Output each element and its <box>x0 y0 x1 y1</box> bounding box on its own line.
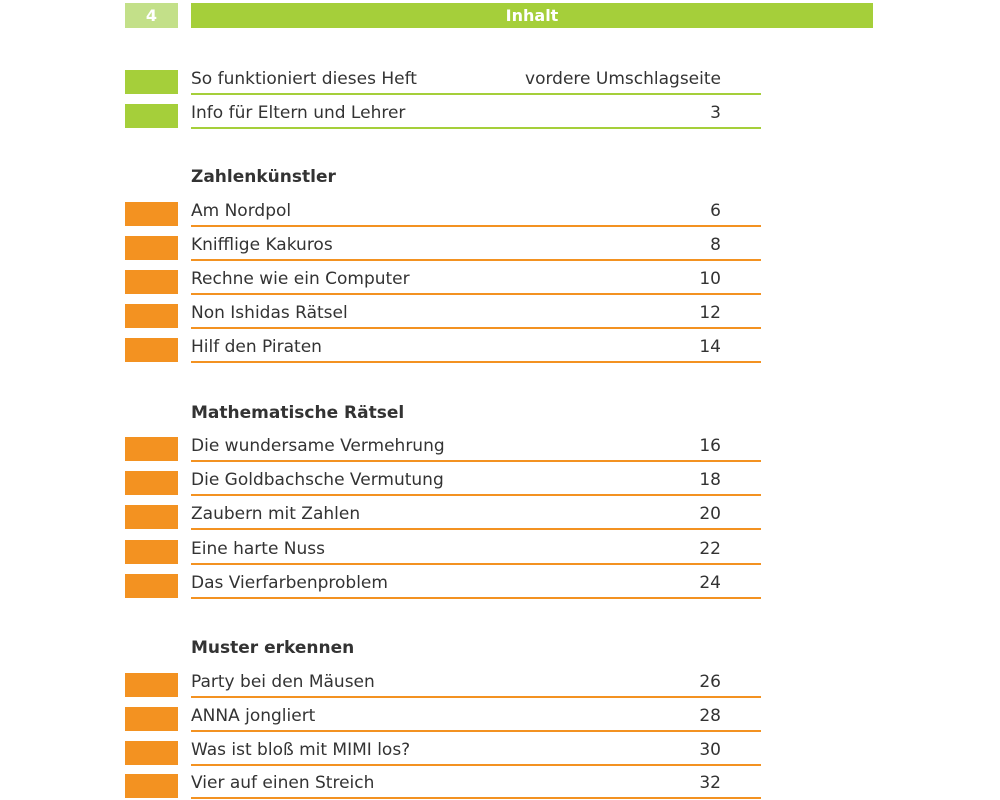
toc-row[interactable] <box>125 428 761 462</box>
toc-row[interactable] <box>125 698 761 732</box>
toc-entry-title: Das Vierfarbenproblem <box>191 573 388 593</box>
section-heading: Zahlenkünstler <box>191 167 336 187</box>
toc-entry-page: 3 <box>710 103 721 123</box>
chapter-marker <box>125 236 178 260</box>
toc-row[interactable] <box>125 329 761 363</box>
intro-marker <box>125 70 178 94</box>
chapter-marker <box>125 540 178 564</box>
toc-entry-page: 8 <box>710 235 721 255</box>
toc-row[interactable] <box>125 732 761 766</box>
toc-entry-page: 16 <box>699 436 721 456</box>
chapter-marker <box>125 471 178 495</box>
toc-entry-page: 20 <box>699 504 721 524</box>
row-divider <box>191 127 761 129</box>
toc-entry-page: 28 <box>699 706 721 726</box>
toc-row[interactable] <box>125 531 761 565</box>
toc-entry-title: Vier auf einen Streich <box>191 773 375 793</box>
chapter-marker <box>125 270 178 294</box>
row-divider <box>191 597 761 599</box>
chapter-marker <box>125 707 178 731</box>
toc-entry-page: 26 <box>699 672 721 692</box>
toc-entry-title: Zaubern mit Zahlen <box>191 504 361 524</box>
toc-entry-title: Rechne wie ein Computer <box>191 269 410 289</box>
toc-entry-title: Am Nordpol <box>191 201 292 221</box>
toc-entry-page: 22 <box>699 539 721 559</box>
chapter-marker <box>125 304 178 328</box>
header-page-number: 4 <box>125 3 178 28</box>
toc-entry-title: So funktioniert dieses Heft <box>191 69 417 89</box>
toc-entry-title: Knifflige Kakuros <box>191 235 333 255</box>
chapter-marker <box>125 505 178 529</box>
toc-entry-title: Info für Eltern und Lehrer <box>191 103 406 123</box>
toc-entry-page: 12 <box>699 303 721 323</box>
toc-entry-title: ANNA jongliert <box>191 706 316 726</box>
toc-entry-page: vordere Umschlagseite <box>525 69 721 89</box>
intro-marker <box>125 104 178 128</box>
toc-row[interactable] <box>125 496 761 530</box>
toc-entry-title: Eine harte Nuss <box>191 539 326 559</box>
toc-row[interactable] <box>125 261 761 295</box>
chapter-marker <box>125 338 178 362</box>
toc-row[interactable] <box>125 295 761 329</box>
chapter-marker <box>125 741 178 765</box>
row-divider <box>191 528 761 530</box>
toc-entry-title: Party bei den Mäusen <box>191 672 375 692</box>
section-heading: Muster erkennen <box>191 638 355 658</box>
toc-entry-page: 18 <box>699 470 721 490</box>
chapter-marker <box>125 673 178 697</box>
toc-row[interactable] <box>125 565 761 599</box>
toc-entry-page: 6 <box>710 201 721 221</box>
toc-row-intro[interactable] <box>125 95 761 129</box>
toc-entry-title: Die Goldbachsche Vermutung <box>191 470 444 490</box>
section-heading: Mathematische Rätsel <box>191 403 405 423</box>
toc-row-intro[interactable] <box>125 61 761 95</box>
toc-entry-page: 30 <box>699 740 721 760</box>
toc-entry-title: Was ist bloß mit MIMI los? <box>191 740 411 760</box>
chapter-marker <box>125 774 178 798</box>
header-title: Inhalt <box>191 3 873 28</box>
row-divider <box>191 797 761 799</box>
row-divider <box>191 361 761 363</box>
toc-entry-title: Non Ishidas Rätsel <box>191 303 348 323</box>
toc-row[interactable] <box>125 227 761 261</box>
toc-entry-page: 32 <box>699 773 721 793</box>
toc-entry-title: Hilf den Piraten <box>191 337 322 357</box>
toc-row[interactable] <box>125 664 761 698</box>
toc-entry-page: 10 <box>699 269 721 289</box>
chapter-marker <box>125 202 178 226</box>
chapter-marker <box>125 574 178 598</box>
toc-entry-page: 24 <box>699 573 721 593</box>
toc-row[interactable] <box>125 462 761 496</box>
toc-entry-title: Die wundersame Vermehrung <box>191 436 445 456</box>
chapter-marker <box>125 437 178 461</box>
toc-row[interactable] <box>125 193 761 227</box>
toc-row[interactable] <box>125 765 761 799</box>
toc-entry-page: 14 <box>699 337 721 357</box>
